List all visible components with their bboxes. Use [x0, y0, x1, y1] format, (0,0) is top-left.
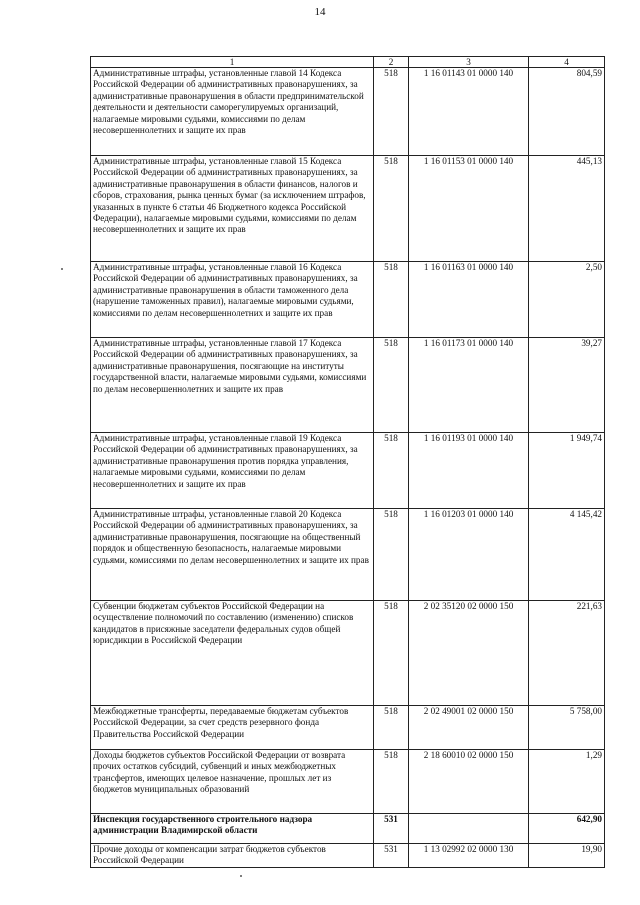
- row-name-cell: Административные штрафы, установленные главой 17 Кодекса Российской Федерации об административных правонарушениях, за административные правонарушения, посягающие на институты государственной власти, налагаемые мировыми судьями, комиссиями по делам несовершеннолетних и защите их прав: [91, 338, 374, 433]
- table-row: [91, 814, 605, 844]
- row-admin-code-cell: 518: [374, 156, 409, 262]
- row-amount-cell: 1,29: [529, 750, 605, 814]
- row-name-cell: Административные штрафы, установленные главой 20 Кодекса Российской Федерации об административных правонарушениях, за административные правонарушения, посягающие на общественный порядок и общественную безопасность, налагаемые мировыми судьями, комиссиями по делам несовершеннолетних и защите их прав: [91, 509, 374, 601]
- column-header-amount: 4: [529, 57, 605, 68]
- table-row: [91, 68, 605, 156]
- column-header-admin-code: 2: [374, 57, 409, 68]
- table-row: [91, 262, 605, 338]
- row-budget-code-cell: 1 16 01143 01 0000 140: [409, 68, 529, 156]
- row-admin-code-cell: 518: [374, 262, 409, 338]
- table-row: [91, 601, 605, 706]
- table-row: [91, 433, 605, 509]
- row-budget-code-cell: 1 16 01163 01 0000 140: [409, 262, 529, 338]
- row-amount-cell: 445,13: [529, 156, 605, 262]
- row-name-cell: Субвенции бюджетам субъектов Российской Федерации на осуществление полномочий по составлению (изменению) списков кандидатов в присяжные заседатели федеральных судов общей юрисдикции в Российской Федерации: [91, 601, 374, 706]
- table-row: [91, 156, 605, 262]
- table-row: [91, 509, 605, 601]
- row-budget-code-cell: 2 02 35120 02 0000 150: [409, 601, 529, 706]
- row-name-cell: Доходы бюджетов субъектов Российской Федерации от возврата прочих остатков субсидий, субвенций и иных межбюджетных трансфертов, имеющих целевое назначение, прошлых лет из бюджетов муниципальных образований: [91, 750, 374, 814]
- scan-speck: [240, 875, 242, 877]
- row-budget-code-cell: [409, 814, 529, 844]
- row-name-cell: Административные штрафы, установленные главой 16 Кодекса Российской Федерации об административных правонарушениях, за административные правонарушения в области таможенного дела (нарушение таможенных правил), налагаемые мировыми судьями, комиссиями по делам несовершеннолетних и защите их прав: [91, 262, 374, 338]
- row-name-cell: Административные штрафы, установленные главой 15 Кодекса Российской Федерации об административных правонарушениях, за административные правонарушения в области финансов, налогов и сборов, страхования, рынка ценных бумаг (за исключением штрафов, указанных в пункте 6 статьи 46 Бюджетного кодекса Российской Федерации), налагаемые мировыми судьями, комиссиями по делам несовершеннолетних и защите их прав: [91, 156, 374, 262]
- row-amount-cell: 804,59: [529, 68, 605, 156]
- row-name-cell: Межбюджетные трансферты, передаваемые бюджетам субъектов Российской Федерации, за счет средств резервного фонда Правительства Российской Федерации: [91, 706, 374, 750]
- table-row: [91, 750, 605, 814]
- row-amount-cell: 19,90: [529, 844, 605, 868]
- row-amount-cell: 5 758,00: [529, 706, 605, 750]
- row-budget-code-cell: 1 13 02992 02 0000 130: [409, 844, 529, 868]
- row-amount-cell: 2,50: [529, 262, 605, 338]
- row-admin-code-cell: 518: [374, 706, 409, 750]
- column-header-budget-code: 3: [409, 57, 529, 68]
- row-amount-cell: 642,90: [529, 814, 605, 844]
- row-budget-code-cell: 1 16 01153 01 0000 140: [409, 156, 529, 262]
- row-amount-cell: 39,27: [529, 338, 605, 433]
- row-admin-code-cell: 518: [374, 433, 409, 509]
- row-admin-code-cell: 518: [374, 338, 409, 433]
- row-admin-code-cell: 518: [374, 601, 409, 706]
- row-budget-code-cell: 2 02 49001 02 0000 150: [409, 706, 529, 750]
- row-budget-code-cell: 1 16 01203 01 0000 140: [409, 509, 529, 601]
- table-row: [91, 844, 605, 868]
- row-name-cell: Административные штрафы, установленные главой 14 Кодекса Российской Федерации об административных правонарушениях, за административные правонарушения в области предпринимательской деятельности и деятельности саморегулируемых организаций, налагаемые мировыми судьями, комиссиями по делам несовершеннолетних и защите их прав: [91, 68, 374, 156]
- table-header-row: [91, 57, 605, 68]
- row-amount-cell: 221,63: [529, 601, 605, 706]
- row-amount-cell: 4 145,42: [529, 509, 605, 601]
- scan-speck: [61, 268, 63, 270]
- row-admin-code-cell: 531: [374, 814, 409, 844]
- row-admin-code-cell: 518: [374, 509, 409, 601]
- row-admin-code-cell: 518: [374, 68, 409, 156]
- row-admin-code-cell: 518: [374, 750, 409, 814]
- row-admin-code-cell: 531: [374, 844, 409, 868]
- budget-income-table: [90, 56, 605, 868]
- table-row: [91, 338, 605, 433]
- row-name-cell: Инспекция государственного строительного надзора администрации Владимирской области: [91, 814, 374, 844]
- row-budget-code-cell: 1 16 01193 01 0000 140: [409, 433, 529, 509]
- row-name-cell: Административные штрафы, установленные главой 19 Кодекса Российской Федерации об административных правонарушениях, за административные правонарушения против порядка управления, налагаемые мировыми судьями, комиссиями по делам несовершеннолетних и защите их прав: [91, 433, 374, 509]
- row-amount-cell: 1 949,74: [529, 433, 605, 509]
- row-name-cell: Прочие доходы от компенсации затрат бюджетов субъектов Российской Федерации: [91, 844, 374, 868]
- row-budget-code-cell: 1 16 01173 01 0000 140: [409, 338, 529, 433]
- column-header-name: 1: [91, 57, 374, 68]
- page-number: 14: [314, 6, 326, 18]
- table-row: [91, 706, 605, 750]
- row-budget-code-cell: 2 18 60010 02 0000 150: [409, 750, 529, 814]
